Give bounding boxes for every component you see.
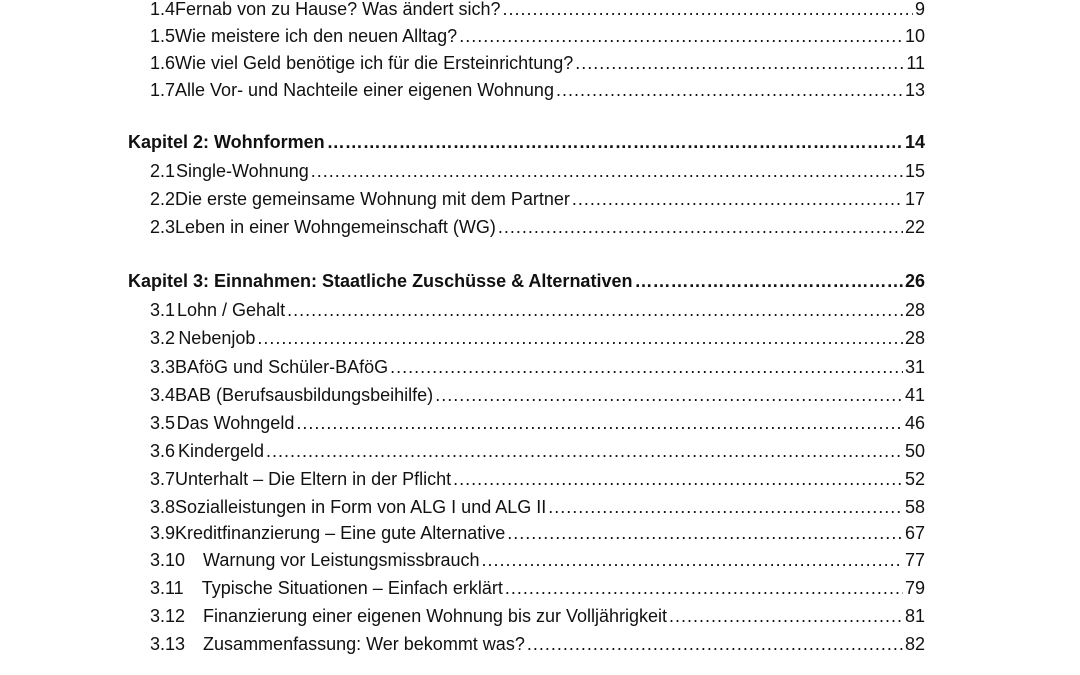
toc-section-entry: [130, 297, 925, 323]
toc-entry-number: 3.9: [150, 523, 176, 543]
toc-section-entry: [130, 575, 925, 601]
toc-dot-leader: [287, 297, 903, 323]
toc-dot-leader: [507, 520, 903, 546]
toc-section-entry: [130, 23, 925, 49]
toc-entry-number: 3.11: [150, 578, 184, 598]
toc-entry-number: 3.12: [150, 606, 186, 626]
toc-entry-title: Warnung vor Leistungsmissbrauch: [203, 550, 480, 570]
toc-entry-title: Kindergeld: [177, 441, 264, 461]
toc-entry-page-number: 79: [904, 578, 925, 598]
toc-dot-leader: [505, 575, 903, 601]
toc-dot-leader: [390, 354, 903, 380]
toc-entry-page-number: 46: [904, 413, 925, 433]
toc-entry-title: BAB (Berufsausbildungsbeihilfe): [175, 385, 434, 405]
toc-dot-leader: [296, 410, 903, 436]
toc-dot-leader: [453, 466, 903, 492]
toc-entry-page-number: 26: [904, 271, 925, 291]
toc-entry-title: Zusammenfassung: Wer bekommt was?: [203, 634, 525, 654]
toc-section-entry: [130, 438, 925, 464]
toc-section-entry: [130, 410, 925, 436]
toc-section-entry: [130, 520, 925, 546]
toc-entry-page-number: 67: [904, 523, 925, 543]
toc-dot-leader: [482, 547, 903, 573]
toc-dot-leader: [459, 23, 903, 49]
toc-entry-title: Kapitel 3: Einnahmen: Staatliche Zuschüsse & Alternativen: [128, 271, 633, 291]
toc-entry-title: Unterhalt – Die Eltern in der Pflicht: [175, 469, 452, 489]
toc-entry-title: Finanzierung einer eigenen Wohnung bis zur Volljährigkeit: [203, 606, 668, 626]
toc-entry-title: Typische Situationen – Einfach erklärt: [201, 578, 503, 598]
toc-entry-page-number: 82: [904, 634, 925, 654]
toc-entry-page-number: 28: [904, 328, 925, 348]
toc-entry-title: Wie meistere ich den neuen Alltag?: [175, 26, 458, 46]
toc-entry-title: Fernab von zu Hause? Was ändert sich?: [175, 0, 501, 19]
toc-entry-number: 1.6: [150, 53, 176, 73]
toc-section-entry: [130, 158, 925, 184]
toc-entry-title: BAföG und Schüler-BAföG: [175, 357, 389, 377]
toc-entry-title: Sozialleistungen in Form von ALG I und ALG II: [175, 497, 547, 517]
toc-entry-page-number: 15: [904, 161, 925, 181]
toc-dot-leader: [266, 438, 903, 464]
toc-entry-page-number: 10: [904, 26, 925, 46]
toc-dot-leader: [575, 50, 904, 76]
toc-entry-page-number: 58: [904, 497, 925, 517]
toc-section-entry: [130, 382, 925, 408]
toc-entry-number: 3.13: [150, 634, 186, 654]
toc-entry-page-number: 28: [904, 300, 925, 320]
toc-entry-title: Alle Vor- und Nachteile einer eigenen Wohnung: [175, 80, 554, 100]
toc-entry-page-number: 11: [906, 53, 925, 73]
toc-dot-leader: [503, 0, 913, 22]
toc-entry-title: Das Wohngeld: [176, 413, 295, 433]
toc-dot-leader: [548, 494, 903, 520]
toc-entry-page-number: 50: [904, 441, 925, 461]
toc-entry-number: 2.2: [150, 189, 176, 209]
toc-entry-number: 3.2: [150, 328, 176, 348]
toc-entry-page-number: 81: [904, 606, 925, 626]
toc-section-entry: [130, 325, 925, 351]
toc-section-entry: [130, 603, 925, 629]
toc-dot-leader: [257, 325, 903, 351]
toc-entry-number: 2.3: [150, 217, 176, 237]
toc-dot-leader: [556, 77, 903, 103]
toc-section-entry: [130, 354, 925, 380]
toc-chapter-entry: [128, 129, 925, 155]
toc-dot-leader: [527, 631, 903, 657]
toc-entry-number: 3.10: [150, 550, 186, 570]
toc-entry-title: Nebenjob: [178, 328, 256, 348]
toc-dot-leader: [498, 214, 903, 240]
toc-entry-title: Single-Wohnung: [175, 161, 309, 181]
toc-entry-number: 3.1: [150, 300, 176, 320]
toc-dot-leader: [327, 129, 903, 155]
toc-dot-leader: [669, 603, 903, 629]
toc-section-entry: [130, 631, 925, 657]
toc-section-entry: [130, 494, 925, 520]
toc-entry-title: Leben in einer Wohngemeinschaft (WG): [175, 217, 496, 237]
toc-entry-page-number: 17: [904, 189, 925, 209]
toc-entry-number: 3.6: [150, 441, 176, 461]
toc-entry-number: 3.5: [150, 413, 176, 433]
toc-entry-page-number: 13: [904, 80, 925, 100]
toc-section-entry: [130, 214, 925, 240]
toc-entry-number: 3.4: [150, 385, 176, 405]
toc-entry-title: Die erste gemeinsame Wohnung mit dem Partner: [175, 189, 570, 209]
toc-entry-page-number: 9: [914, 0, 925, 19]
toc-dot-leader: [634, 268, 903, 294]
toc-section-entry: [130, 466, 925, 492]
toc-entry-title: Wie viel Geld benötige ich für die Ersteinrichtung?: [175, 53, 574, 73]
toc-entry-page-number: 41: [904, 385, 925, 405]
toc-entry-page-number: 77: [904, 550, 925, 570]
toc-section-entry: [130, 547, 925, 573]
toc-entry-page-number: 52: [904, 469, 925, 489]
toc-section-entry: [130, 0, 925, 22]
toc-entry-number: 2.1: [150, 161, 176, 181]
toc-section-entry: [130, 186, 925, 212]
toc-entry-number: 1.5: [150, 26, 176, 46]
toc-section-entry: [130, 50, 925, 76]
toc-chapter-entry: [128, 268, 925, 294]
toc-entry-page-number: 14: [904, 132, 925, 152]
toc-dot-leader: [435, 382, 903, 408]
toc-entry-number: 3.8: [150, 497, 176, 517]
toc-entry-number: 1.7: [150, 80, 176, 100]
toc-entry-number: 3.7: [150, 469, 176, 489]
toc-entry-number: 3.3: [150, 357, 176, 377]
toc-dot-leader: [311, 158, 903, 184]
toc-section-entry: [130, 77, 925, 103]
toc-entry-title: Kreditfinanzierung – Eine gute Alternative: [175, 523, 506, 543]
toc-dot-leader: [572, 186, 903, 212]
toc-entry-title: Kapitel 2: Wohnformen: [128, 132, 325, 152]
toc-entry-title: Lohn / Gehalt: [177, 300, 286, 320]
toc-entry-page-number: 31: [904, 357, 925, 377]
toc-entry-page-number: 22: [904, 217, 925, 237]
toc-entry-number: 1.4: [150, 0, 176, 19]
